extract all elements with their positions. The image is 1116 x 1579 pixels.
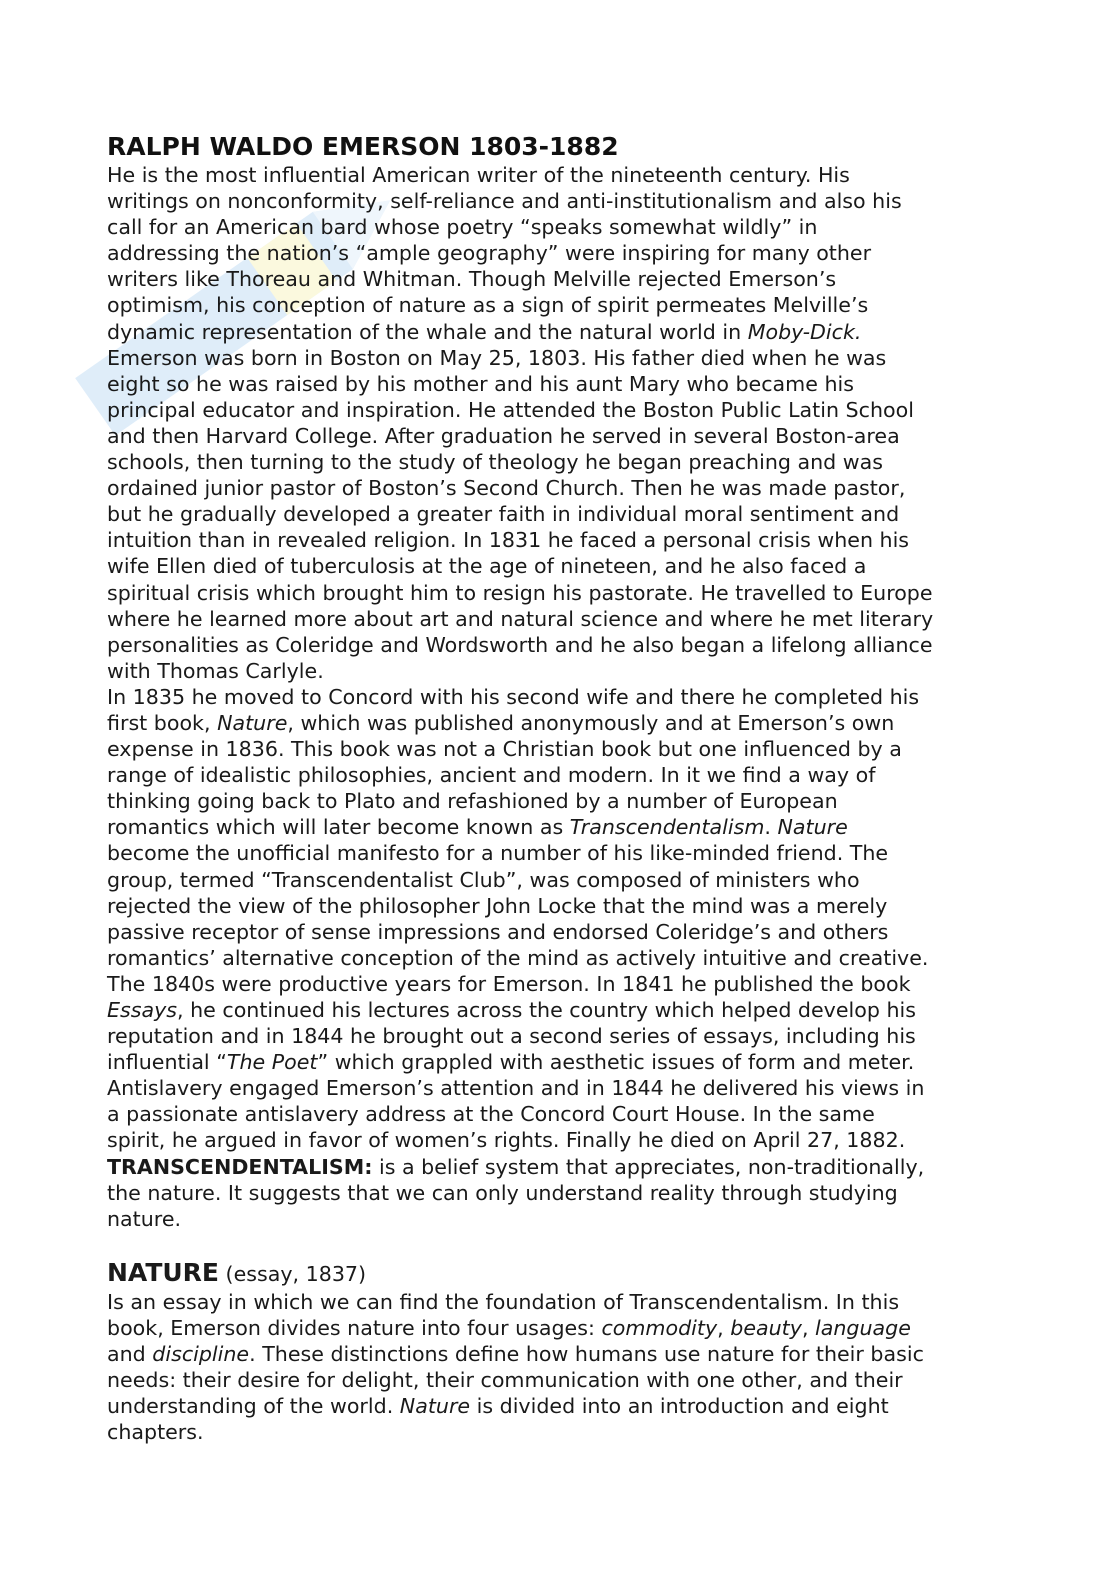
text-line: Antislavery engaged Emerson’s attention and in 1844 he delivered his views in bbox=[107, 1076, 925, 1101]
text-line: Essays, he continued his lectures across the country which helped develop his bbox=[107, 998, 916, 1022]
nature-section-heading bbox=[107, 1258, 1067, 1289]
text-line: The 1840s were productive years for Emerson. In 1841 he published the book bbox=[107, 971, 911, 996]
text-line: chapters. bbox=[107, 1420, 204, 1445]
text-line: with Thomas Carlyle. bbox=[107, 658, 324, 683]
text-line: personalities as Coleridge and Wordsworth and he also began a lifelong alliance bbox=[107, 632, 933, 657]
nature-essay-text bbox=[107, 1289, 1067, 1446]
text-line: rejected the view of the philosopher John Locke that the mind was a merely bbox=[107, 893, 888, 918]
text-line: group, termed “Transcendentalist Club”, was composed of ministers who bbox=[107, 867, 860, 892]
text-line: and then Harvard College. After graduation he served in several Boston-area bbox=[107, 423, 900, 448]
page-title: RALPH WALDO EMERSON 1803-1882 bbox=[107, 132, 619, 161]
text-line: passive receptor of sense impressions and endorsed Coleridge’s and others bbox=[107, 919, 889, 944]
text-line: spirit, he argued in favor of women’s rights. Finally he died on April 27, 1882. bbox=[107, 1128, 906, 1153]
transcendentalism-term: Transcendentalism bbox=[569, 815, 765, 840]
text-line: needs: their desire for delight, their communication with one other, and their bbox=[107, 1368, 903, 1393]
text-line: nature. bbox=[107, 1206, 182, 1231]
text-line: expense in 1836. This book was not a Christian book but one influenced by a bbox=[107, 737, 902, 762]
nature-title-ref: Nature bbox=[777, 815, 848, 840]
text-line: Is an essay in which we can find the foundation of Transcendentalism. In this bbox=[107, 1289, 900, 1314]
text-line: first book, Nature, which was published anonymously and at Emerson’s own bbox=[107, 710, 895, 735]
text-line: In 1835 he moved to Concord with his second wife and there he completed his bbox=[107, 684, 920, 709]
text-line: a passionate antislavery address at the Concord Court House. In the same bbox=[107, 1102, 875, 1127]
text-line: Emerson was born in Boston on May 25, 1803. His father died when he was bbox=[107, 345, 887, 370]
text-line: where he learned more about art and natural science and where he met literary bbox=[107, 606, 934, 631]
text-line: intuition than in revealed religion. In 1831 he faced a personal crisis when his bbox=[107, 528, 910, 553]
text-line: but he gradually developed a greater faith in individual moral sentiment and bbox=[107, 502, 900, 527]
text-line: reputation and in 1844 he brought out a second series of essays, including his bbox=[107, 1024, 916, 1049]
text-line: romantics which will later become known as Transcendentalism. Nature bbox=[107, 815, 848, 840]
text-line: ordained junior pastor of Boston’s Second Church. Then he was made pastor, bbox=[107, 476, 906, 501]
moby-dick-title: Moby-Dick. bbox=[747, 319, 862, 344]
text-line: schools, then turning to the study of theology he began preaching and was bbox=[107, 450, 883, 475]
essays-title-ref: Essays bbox=[107, 998, 178, 1022]
nature-section-subtitle: (essay, 1837) bbox=[219, 1261, 367, 1286]
text-line: the nature. It suggests that we can only understand reality through studying bbox=[107, 1180, 898, 1205]
text-line: optimism, his conception of nature as a sign of spirit permeates Melville’s bbox=[107, 293, 869, 318]
text-line: writings on nonconformity, self-reliance and anti-institutionalism and also his bbox=[107, 189, 902, 214]
biography-text bbox=[107, 162, 1067, 1232]
text-line: call for an American bard whose poetry “speaks somewhat wildly” in bbox=[107, 215, 818, 240]
text-line: influential “The Poet” which grappled with aesthetic issues of form and meter. bbox=[107, 1050, 915, 1075]
text-line: become the unofficial manifesto for a number of his like-minded friend. The bbox=[107, 841, 889, 866]
document-page bbox=[107, 132, 1067, 1445]
nature-section-title: NATURE bbox=[107, 1257, 220, 1287]
text-line: eight so he was raised by his mother and his aunt Mary who became his bbox=[107, 371, 854, 396]
text-line: dynamic representation of the whale and the natural world in Moby-Dick. bbox=[107, 319, 862, 344]
transcendentalism-heading: TRANSCENDENTALISM: bbox=[107, 1154, 373, 1179]
text-line: principal educator and inspiration. He attended the Boston Public Latin School bbox=[107, 397, 914, 422]
text-line: range of idealistic philosophies, ancient and modern. In it we find a way of bbox=[107, 763, 876, 788]
text-line: He is the most influential American writer of the nineteenth century. His bbox=[107, 163, 850, 187]
text-line: understanding of the world. Nature is divided into an introduction and eight bbox=[107, 1394, 889, 1419]
definition-line: TRANSCENDENTALISM: is a belief system that appreciates, non-traditionally, bbox=[107, 1154, 925, 1179]
text-line: spiritual crisis which brought him to resign his pastorate. He travelled to Europe bbox=[107, 580, 933, 605]
text-line: wife Ellen died of tuberculosis at the age of nineteen, and he also faced a bbox=[107, 554, 867, 579]
text-line: and discipline. These distinctions define how humans use nature for their basic bbox=[107, 1342, 924, 1367]
the-poet-title-ref: The Poet bbox=[226, 1050, 318, 1075]
text-line: addressing the nation’s “ample geography” were inspiring for many other bbox=[107, 241, 872, 266]
text-line: romantics’ alternative conception of the mind as actively intuitive and creative. bbox=[107, 945, 929, 970]
text-line: writers like Thoreau and Whitman. Though Melville rejected Emerson’s bbox=[107, 267, 837, 292]
nature-title-ref: Nature bbox=[217, 710, 288, 735]
text-line: thinking going back to Plato and refashioned by a number of European bbox=[107, 789, 838, 814]
text-line: book, Emerson divides nature into four usages: commodity, beauty, language bbox=[107, 1315, 911, 1340]
